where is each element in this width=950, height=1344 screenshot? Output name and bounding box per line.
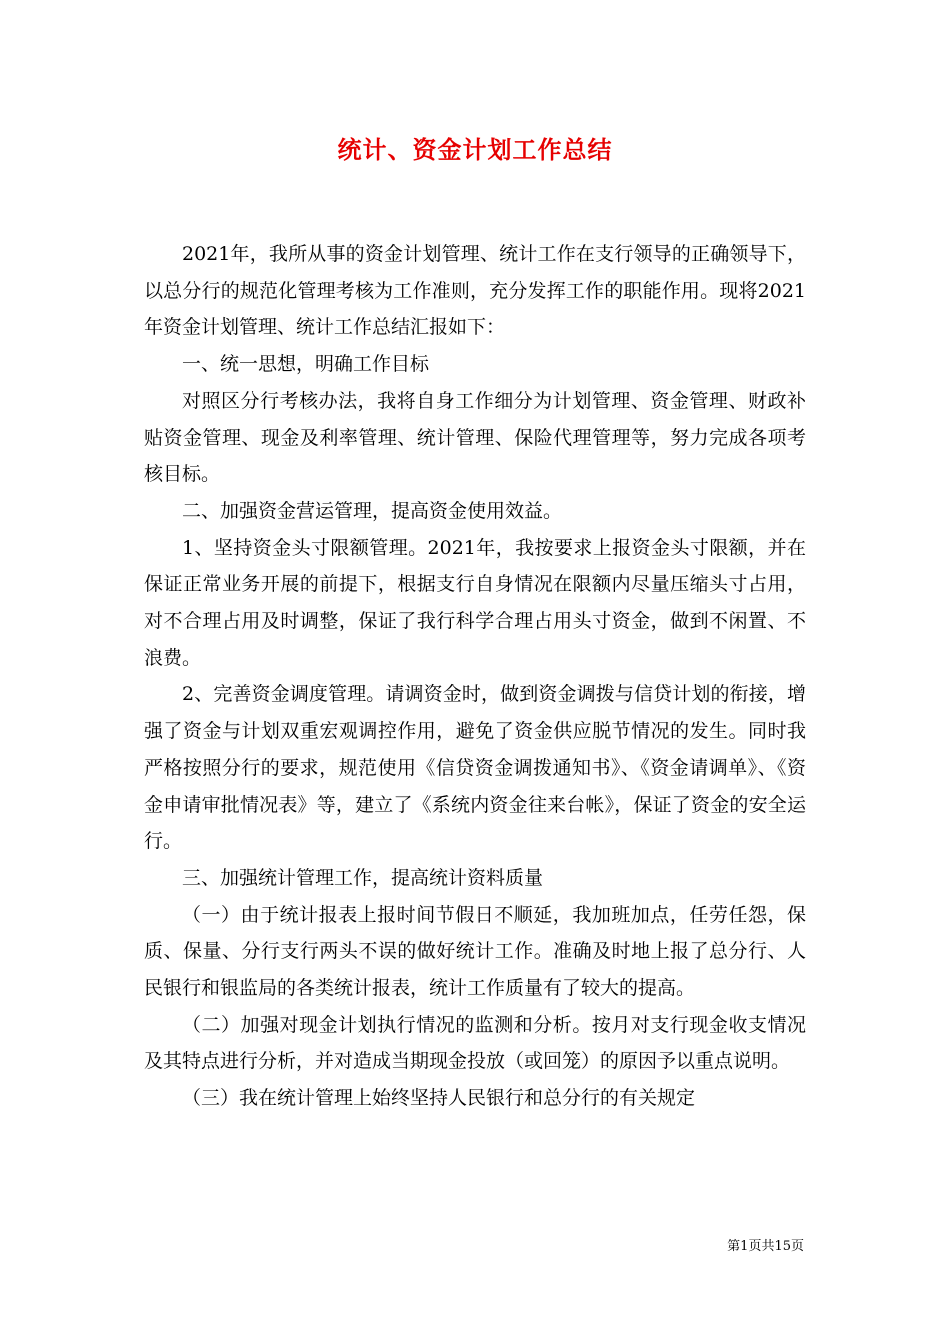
paragraph-section-3-item-3: （三）我在统计管理上始终坚持人民银行和总分行的有关规定 (182, 1087, 696, 1110)
heading-section-2: 二、加强资金营运管理，提高资金使用效益。 (182, 499, 563, 522)
paragraph-section-3-item-2: （二）加强对现金计划执行情况的监测和分析。按月对支行现金收支情况及其特点进行分析，并对造成当期现金投放（或回笼）的原因予以重点说明。 (144, 1013, 806, 1073)
heading-section-1: 一、统一思想，明确工作目标 (182, 353, 430, 376)
document-title: 统计、资金计划工作总结 (337, 135, 613, 164)
paragraph-intro: 2021年，我所从事的资金计划管理、统计工作在支行领导的正确领导下，以总分行的规范化管理考核为工作准则，充分发挥工作的职能作用。现将2021年资金计划管理、统计工作总结汇报如下： (144, 243, 806, 339)
page-number: 第1页共15页 (727, 1239, 804, 1254)
document-body (144, 236, 806, 1117)
paragraph-section-2-item-2: 2、完善资金调度管理。请调资金时，做到资金调拨与信贷计划的衔接，增强了资金与计划双重宏观调控作用，避免了资金供应脱节情况的发生。同时我严格按照分行的要求，规范使用《信贷资金调拨通知书》、《资金请调单》、《资金申请审批情况表》等，建立了《系统内资金往来台帐》，保证了资金的安全运行。 (144, 683, 806, 853)
paragraph-section-2-item-1: 1、坚持资金头寸限额管理。2021年，我按要求上报资金头寸限额，并在保证正常业务开展的前提下，根据支行自身情况在限额内尽量压缩头寸占用，对不合理占用及时调整，保证了我行科学合理占用头寸资金，做到不闲置、不浪费。 (144, 536, 806, 669)
paragraph-section-3-item-1: （一）由于统计报表上报时间节假日不顺延，我加班加点，任劳任怨，保质、保量、分行支行两头不误的做好统计工作。准确及时地上报了总分行、人民银行和银监局的各类统计报表，统计工作质量有了较大的提高。 (144, 903, 806, 1000)
heading-section-3: 三、加强统计管理工作，提高统计资料质量 (182, 866, 544, 889)
paragraph-section-1: 对照区分行考核办法，我将自身工作细分为计划管理、资金管理、财政补贴资金管理、现金及利率管理、统计管理、保险代理管理等，努力完成各项考核目标。 (144, 389, 806, 486)
